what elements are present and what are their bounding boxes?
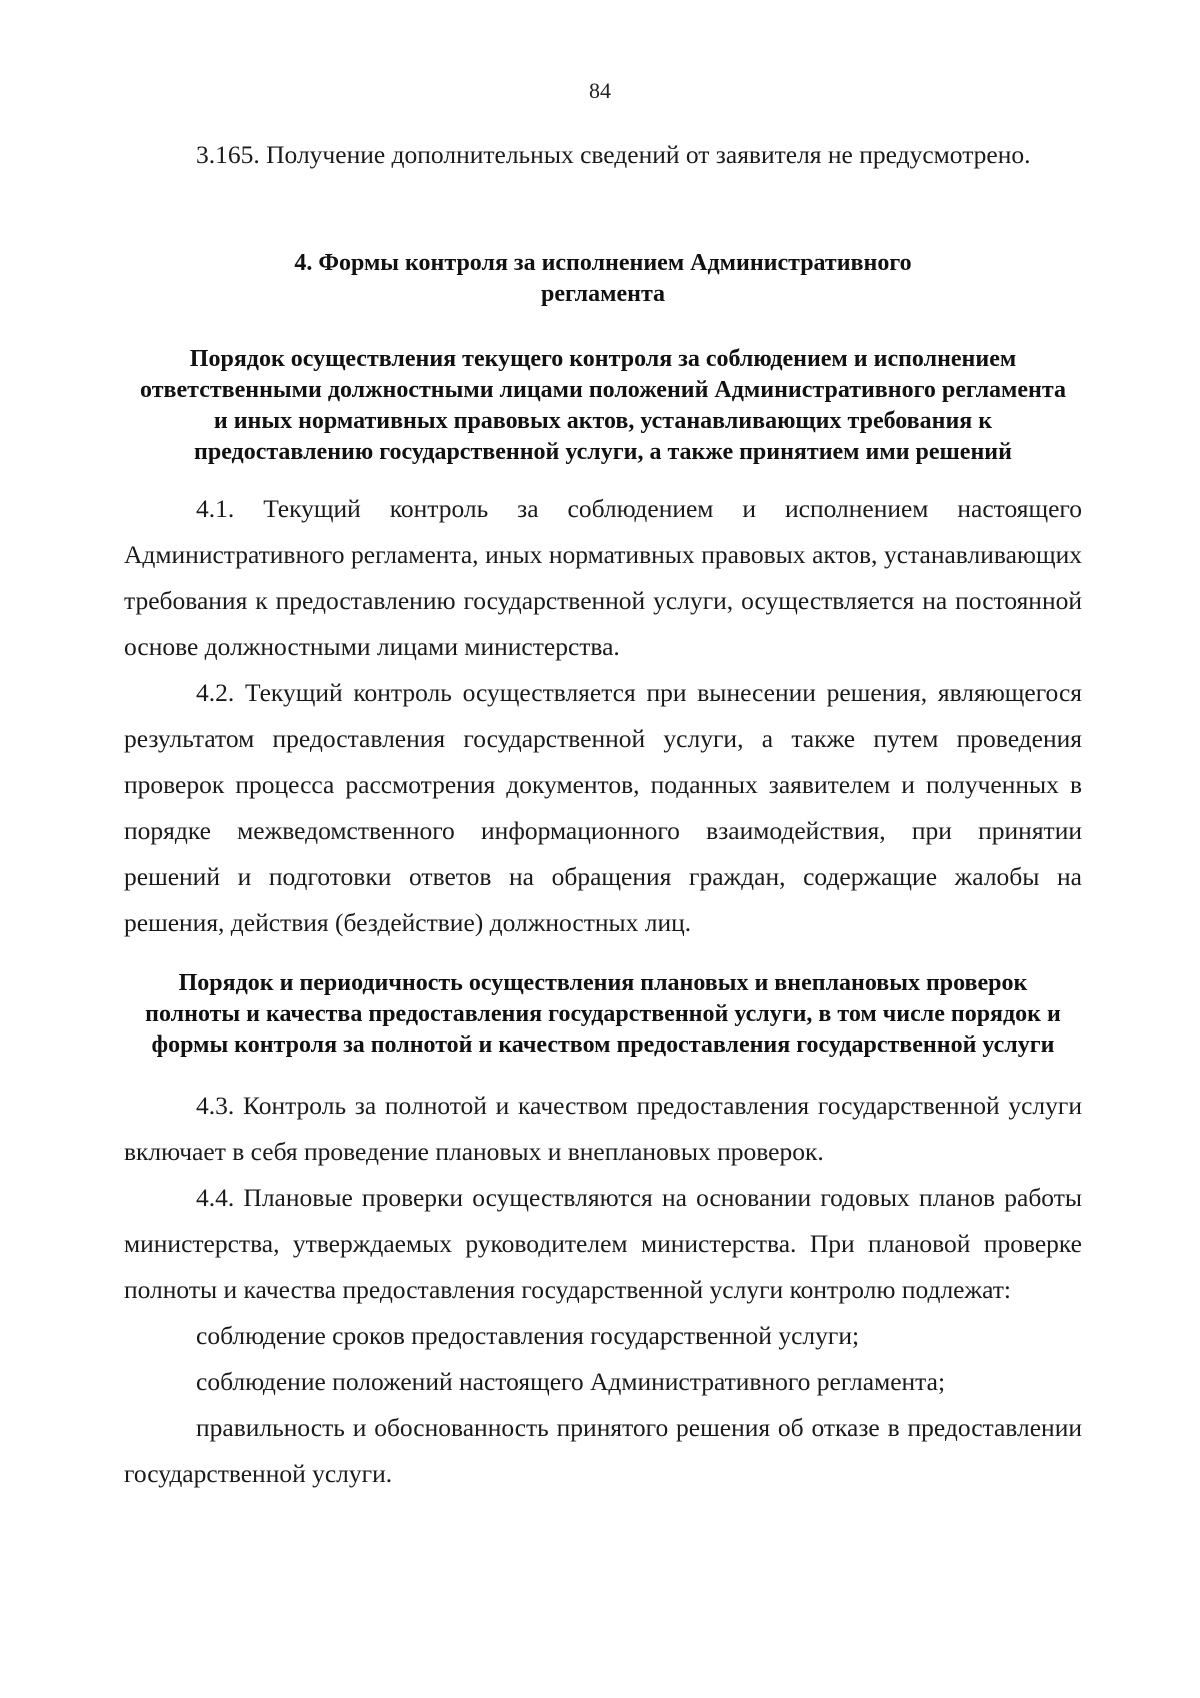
list-item-refusal-validity: правильность и обоснованность принятого решения об отказе в предоставлении государственной услуги. — [124, 1413, 1082, 1488]
list-item-regulation-compliance: соблюдение положений настоящего Административного регламента; — [196, 1367, 946, 1396]
section-4-title-line2: регламента — [540, 281, 666, 307]
paragraph-4-4: 4.4. Плановые проверки осуществляются на основании годовых планов работы министерства, утверждаемых руководителем министерства. При плановой проверке полноты и качества предоставления государственной услуги контролю подлежат: — [124, 1183, 1082, 1304]
section-4-title-line1: 4. Формы контроля за исполнением Административного — [294, 250, 912, 276]
paragraph-4-3: 4.3. Контроль за полнотой и качеством предоставления государственной услуги включает в себя проведение плановых и внеплановых проверок. — [124, 1091, 1082, 1166]
paragraph-4-2: 4.2. Текущий контроль осуществляется при вынесении решения, являющегося результатом предоставления государственной услуги, а также путем проведения проверок процесса рассмотрения документов, поданных заявителем и полученных в порядке межведомственного информационного взаимодействия, при принятии решений и подготовки ответов на обращения граждан, содержащие жалобы на решения, действия (бездействие) должностных лиц. — [124, 678, 1082, 937]
subsection-current-control-title: Порядок осуществления текущего контроля за соблюдением и исполнением ответственными должностными лицами положений Административного регламента и иных нормативных правовых актов, устанавливающих требования к предоставлению государственной услуги, а также принятием ими решений — [140, 346, 1066, 465]
paragraph-4-1: 4.1. Текущий контроль за соблюдением и исполнением настоящего Административного регламента, иных нормативных правовых актов, устанавливающих требования к предоставлению государственной услуги, осуществляется на постоянной основе должностными лицами министерства. — [124, 494, 1082, 661]
page-number: 84 — [589, 78, 611, 103]
list-item-deadlines: соблюдение сроков предоставления государственной услуги; — [196, 1321, 860, 1350]
document-body — [124, 132, 1082, 1497]
paragraph-3-165: 3.165. Получение дополнительных сведений от заявителя не предусмотрено. — [196, 140, 1031, 169]
subsection-inspections-title: Порядок и периодичность осуществления плановых и внеплановых проверок полноты и качества предоставления государственной услуги, в том числе порядок и формы контроля за полнотой и качеством предоставления государственной услуги — [145, 970, 1061, 1058]
section-4-title — [124, 248, 1082, 310]
